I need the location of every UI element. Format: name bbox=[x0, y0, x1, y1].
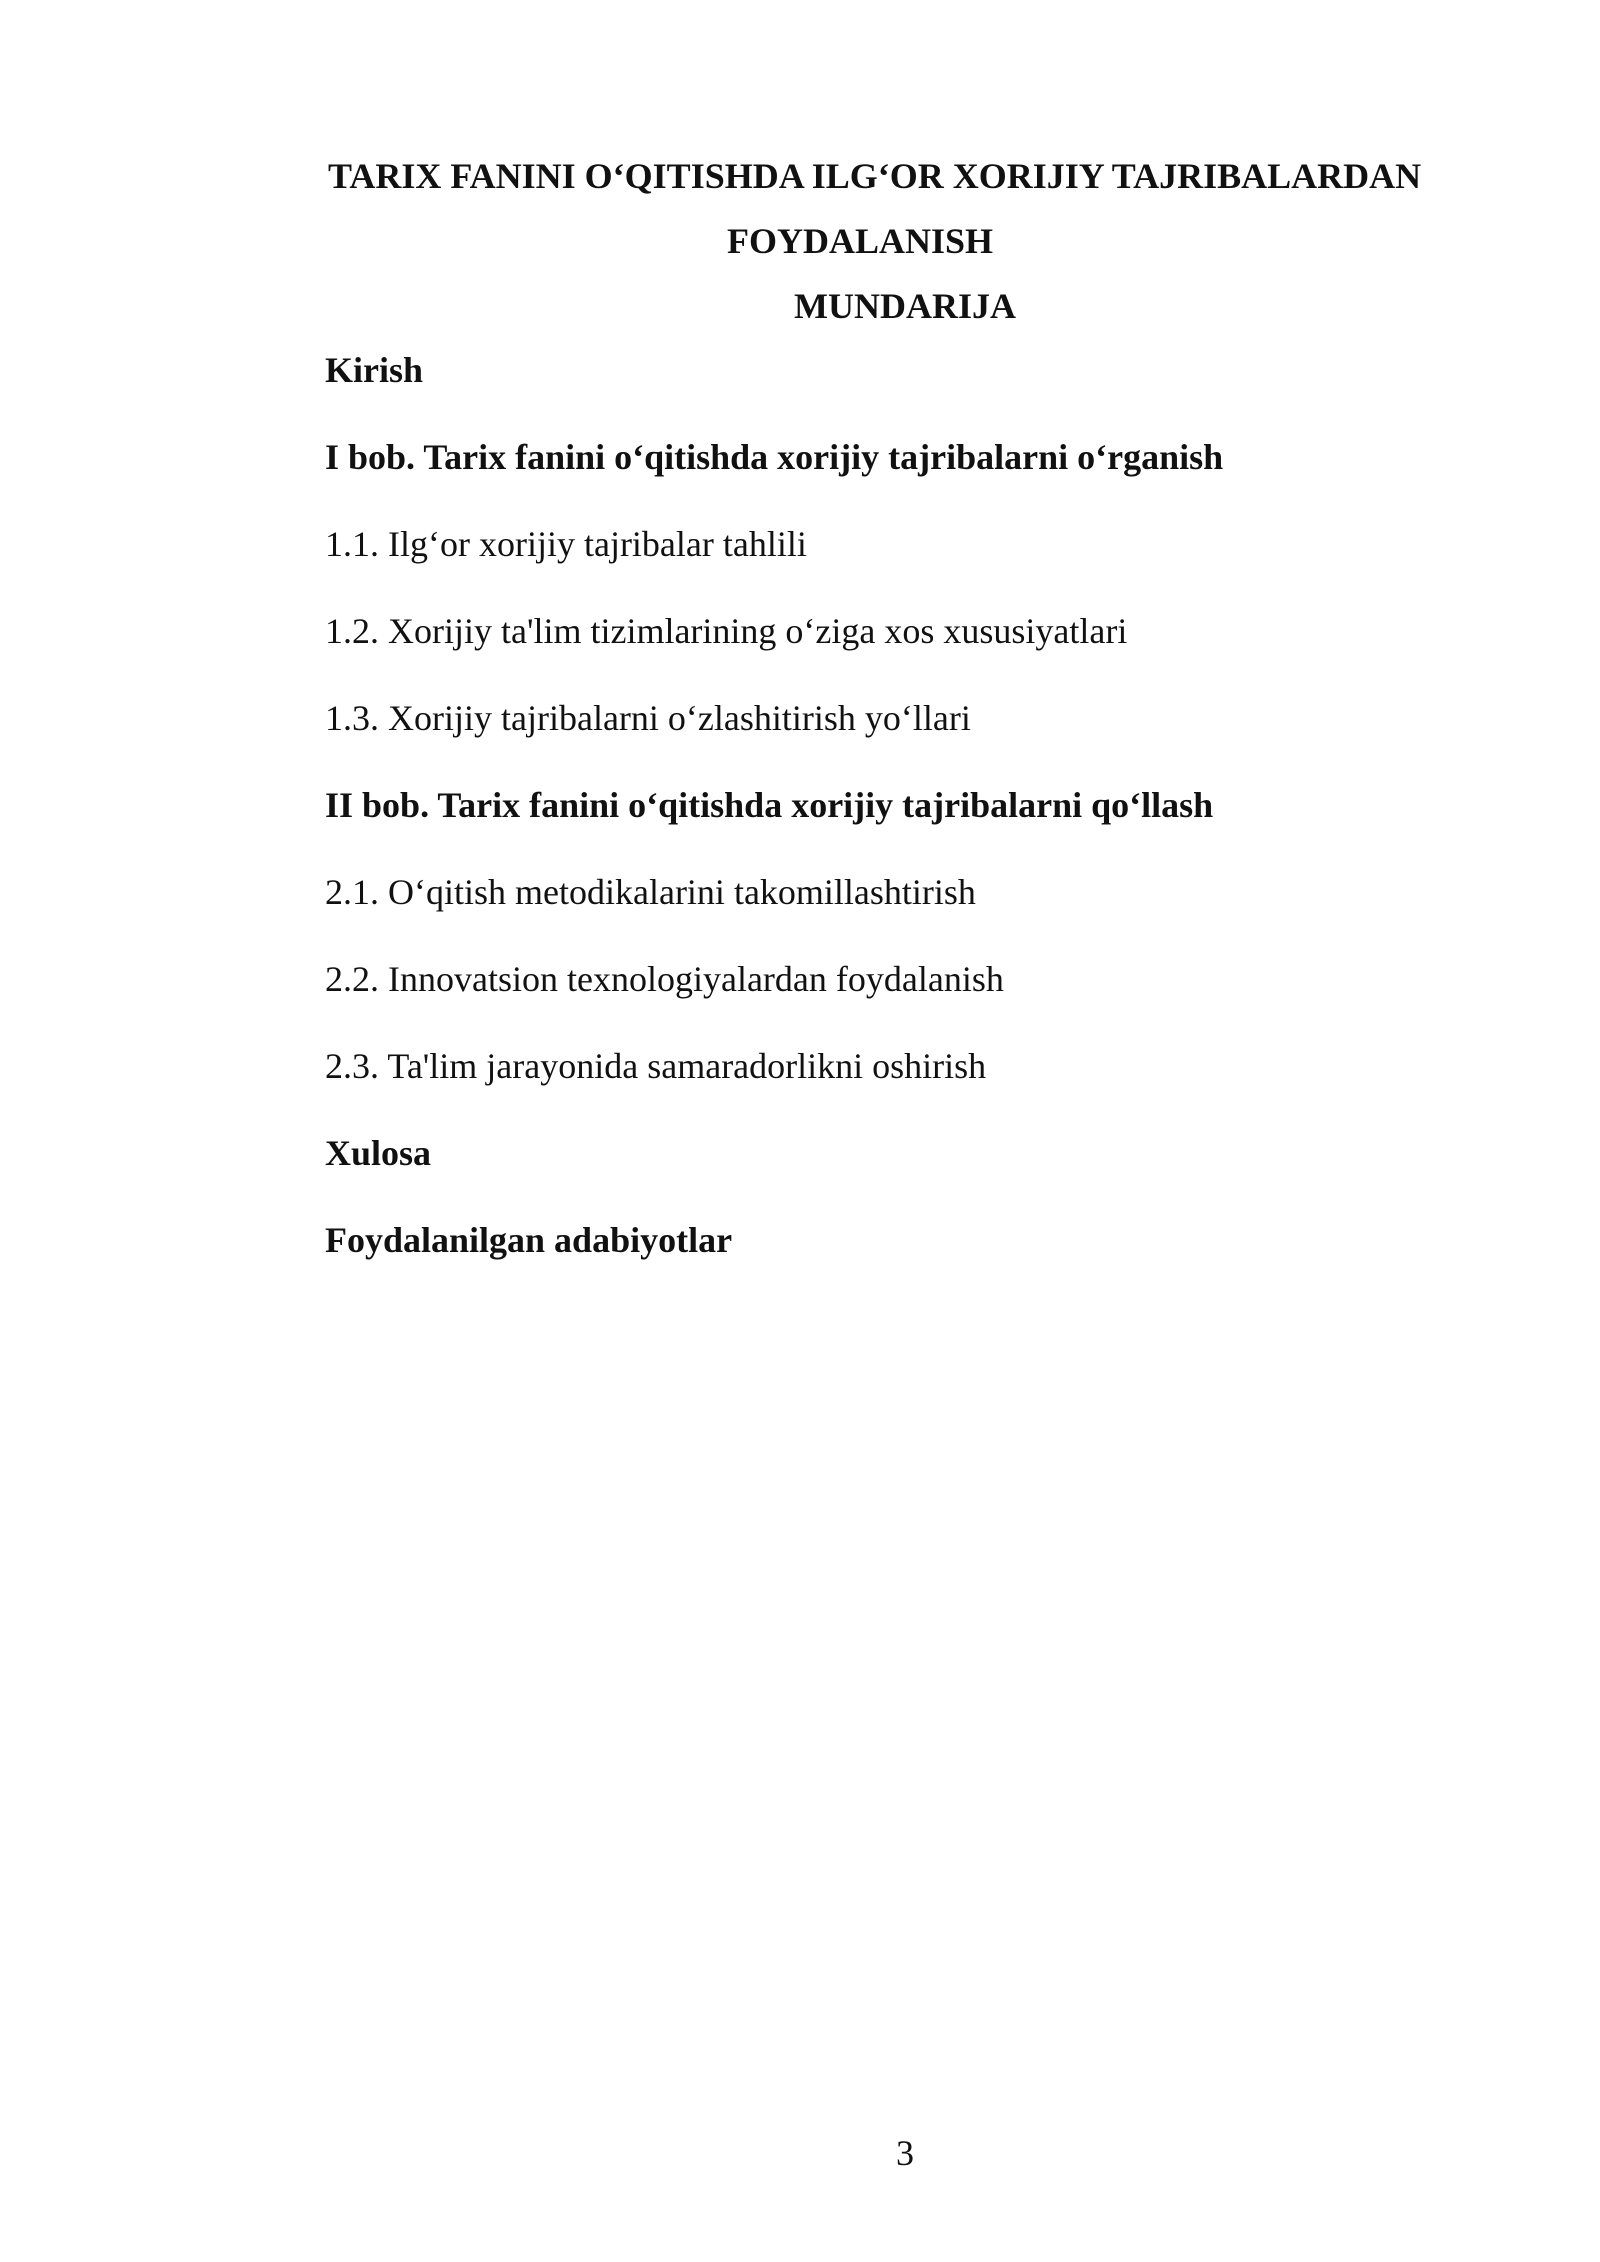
toc-heading: MUNDARIJA bbox=[794, 286, 1016, 326]
toc-item-conclusion: Xulosa bbox=[325, 1133, 432, 1173]
toc-item-chapter-1: I bob. Tarix fanini o‘qitishda xorijiy tajribalarni o‘rganish bbox=[325, 437, 1224, 477]
toc-item-section-2-2: 2.2. Innovatsion texnologiyalardan foydalanish bbox=[325, 959, 1004, 999]
toc-item-references: Foydalanilgan adabiyotlar bbox=[325, 1220, 733, 1260]
toc-item-section-2-1: 2.1. O‘qitish metodikalarini takomillashtirish bbox=[325, 872, 976, 912]
toc-item-chapter-2: II bob. Tarix fanini o‘qitishda xorijiy tajribalarni qo‘llash bbox=[325, 785, 1214, 825]
table-of-contents bbox=[325, 348, 1475, 1305]
toc-item-section-2-3: 2.3. Ta'lim jarayonida samaradorlikni oshirish bbox=[325, 1046, 987, 1086]
toc-item-introduction: Kirish bbox=[325, 350, 424, 390]
toc-item-section-1-3: 1.3. Xorijiy tajribalarni o‘zlashitirish yo‘llari bbox=[325, 698, 971, 738]
document-title-line-1: TARIX FANINI O‘QITISHDA ILG‘OR XORIJIY TAJRIBALARDAN bbox=[328, 156, 1422, 196]
page-number: 3 bbox=[896, 2133, 914, 2173]
toc-item-section-1-2: 1.2. Xorijiy ta'lim tizimlarining o‘ziga xos xususiyatlari bbox=[325, 611, 1128, 651]
document-title-line-2: FOYDALANISH bbox=[726, 221, 994, 261]
toc-item-section-1-1: 1.1. Ilg‘or xorijiy tajribalar tahlili bbox=[325, 524, 807, 564]
